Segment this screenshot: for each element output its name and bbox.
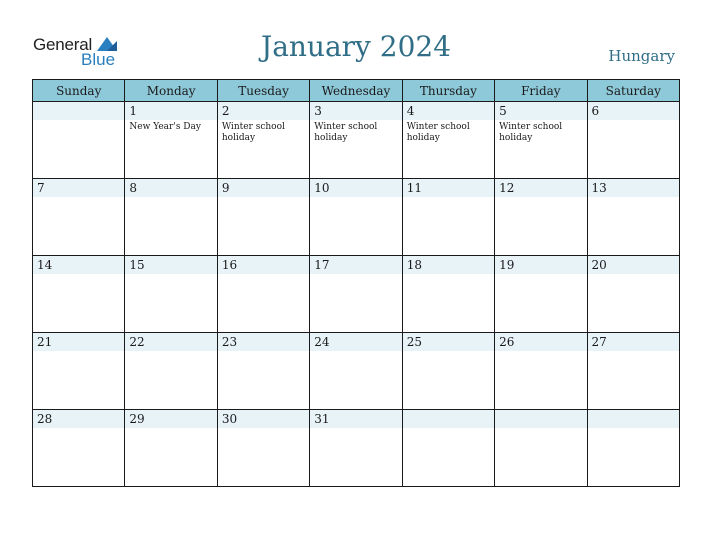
day-cell — [33, 333, 125, 410]
weekday-header: Friday — [495, 80, 587, 102]
day-cell — [310, 333, 402, 410]
weekday-header: Sunday — [33, 80, 125, 102]
day-number: 26 — [499, 335, 515, 349]
day-cell — [33, 410, 125, 487]
week-row — [33, 179, 680, 256]
day-cell — [217, 179, 309, 256]
day-cell-band — [33, 102, 124, 120]
day-cell — [495, 256, 587, 333]
day-number: 8 — [129, 181, 138, 195]
day-cell-band — [218, 179, 309, 197]
day-number: 31 — [314, 412, 330, 426]
day-cell — [217, 410, 309, 487]
day-number: 29 — [129, 412, 145, 426]
day-number: 1 — [129, 104, 138, 118]
day-number: 2 — [221, 104, 230, 118]
day-cell — [587, 333, 679, 410]
day-number: 13 — [591, 181, 607, 195]
day-number: 23 — [221, 335, 238, 349]
day-number: 25 — [406, 335, 422, 349]
day-cell-band — [33, 179, 124, 197]
day-cell — [495, 102, 587, 179]
weekday-header: Tuesday — [217, 80, 309, 102]
holiday-note: Winter school holiday — [406, 122, 470, 143]
weekday-header: Thursday — [402, 80, 494, 102]
day-cell-band — [218, 102, 309, 120]
day-cell — [587, 410, 679, 487]
day-cell — [33, 102, 125, 179]
day-number: 12 — [499, 181, 515, 195]
week-row — [33, 102, 680, 179]
day-cell — [587, 256, 679, 333]
day-cell-band — [495, 410, 586, 428]
day-cell — [33, 179, 125, 256]
day-number: 21 — [37, 335, 53, 349]
day-cell — [587, 179, 679, 256]
calendar-grid — [32, 79, 680, 487]
day-number: 3 — [314, 104, 322, 118]
calendar-title: January 2024 — [260, 30, 452, 63]
week-row — [33, 256, 680, 333]
day-cell — [402, 102, 494, 179]
day-number: 24 — [314, 335, 330, 349]
day-cell — [217, 256, 309, 333]
day-cell — [33, 256, 125, 333]
day-number: 5 — [499, 104, 507, 118]
day-cell-band — [495, 102, 586, 120]
logo-word-general: General — [33, 35, 93, 54]
holiday-note: Winter school holiday — [499, 122, 563, 143]
day-cell-band — [125, 102, 216, 120]
day-cell — [310, 179, 402, 256]
day-number: 15 — [129, 258, 145, 272]
day-cell — [495, 410, 587, 487]
day-cell-band — [588, 102, 679, 120]
day-cell-band — [125, 179, 216, 197]
day-cell — [495, 333, 587, 410]
day-number: 20 — [591, 258, 607, 272]
week-row — [33, 333, 680, 410]
logo-word-blue: Blue — [81, 50, 116, 69]
day-number: 30 — [221, 412, 238, 426]
holiday-note: Winter school holiday — [221, 122, 285, 143]
day-number: 11 — [406, 181, 422, 195]
holiday-note: Winter school holiday — [314, 122, 378, 143]
day-cell — [310, 102, 402, 179]
day-number: 4 — [406, 104, 415, 118]
day-cell — [125, 179, 217, 256]
day-cell-band — [310, 102, 401, 120]
weekday-header-row — [33, 80, 680, 102]
day-cell — [402, 333, 494, 410]
day-cell — [402, 179, 494, 256]
day-number: 6 — [591, 104, 600, 118]
day-number: 14 — [37, 258, 53, 272]
day-number: 28 — [37, 412, 53, 426]
day-number: 19 — [499, 258, 515, 272]
day-cell — [217, 102, 309, 179]
day-number: 9 — [221, 181, 230, 195]
day-number: 16 — [221, 258, 238, 272]
day-cell — [587, 102, 679, 179]
country-label: Hungary — [608, 47, 675, 65]
day-cell — [125, 410, 217, 487]
day-cell — [495, 179, 587, 256]
weekday-header: Saturday — [587, 80, 679, 102]
day-cell-band — [403, 410, 494, 428]
day-cell — [310, 410, 402, 487]
day-cell-band — [403, 102, 494, 120]
day-cell — [125, 333, 217, 410]
day-cell-band — [588, 410, 679, 428]
day-number: 18 — [406, 258, 422, 272]
weekday-header: Monday — [125, 80, 217, 102]
day-cell — [125, 102, 217, 179]
calendar-body — [33, 102, 680, 487]
day-cell — [217, 333, 309, 410]
day-number: 22 — [129, 335, 145, 349]
day-cell — [310, 256, 402, 333]
day-cell — [125, 256, 217, 333]
holiday-note: New Year's Day — [129, 122, 201, 132]
day-cell — [402, 256, 494, 333]
day-cell — [402, 410, 494, 487]
day-number: 17 — [314, 258, 330, 272]
weekday-header: Wednesday — [310, 80, 402, 102]
day-number: 7 — [37, 181, 45, 195]
week-row — [33, 410, 680, 487]
day-number: 10 — [314, 181, 330, 195]
day-number: 27 — [591, 335, 607, 349]
